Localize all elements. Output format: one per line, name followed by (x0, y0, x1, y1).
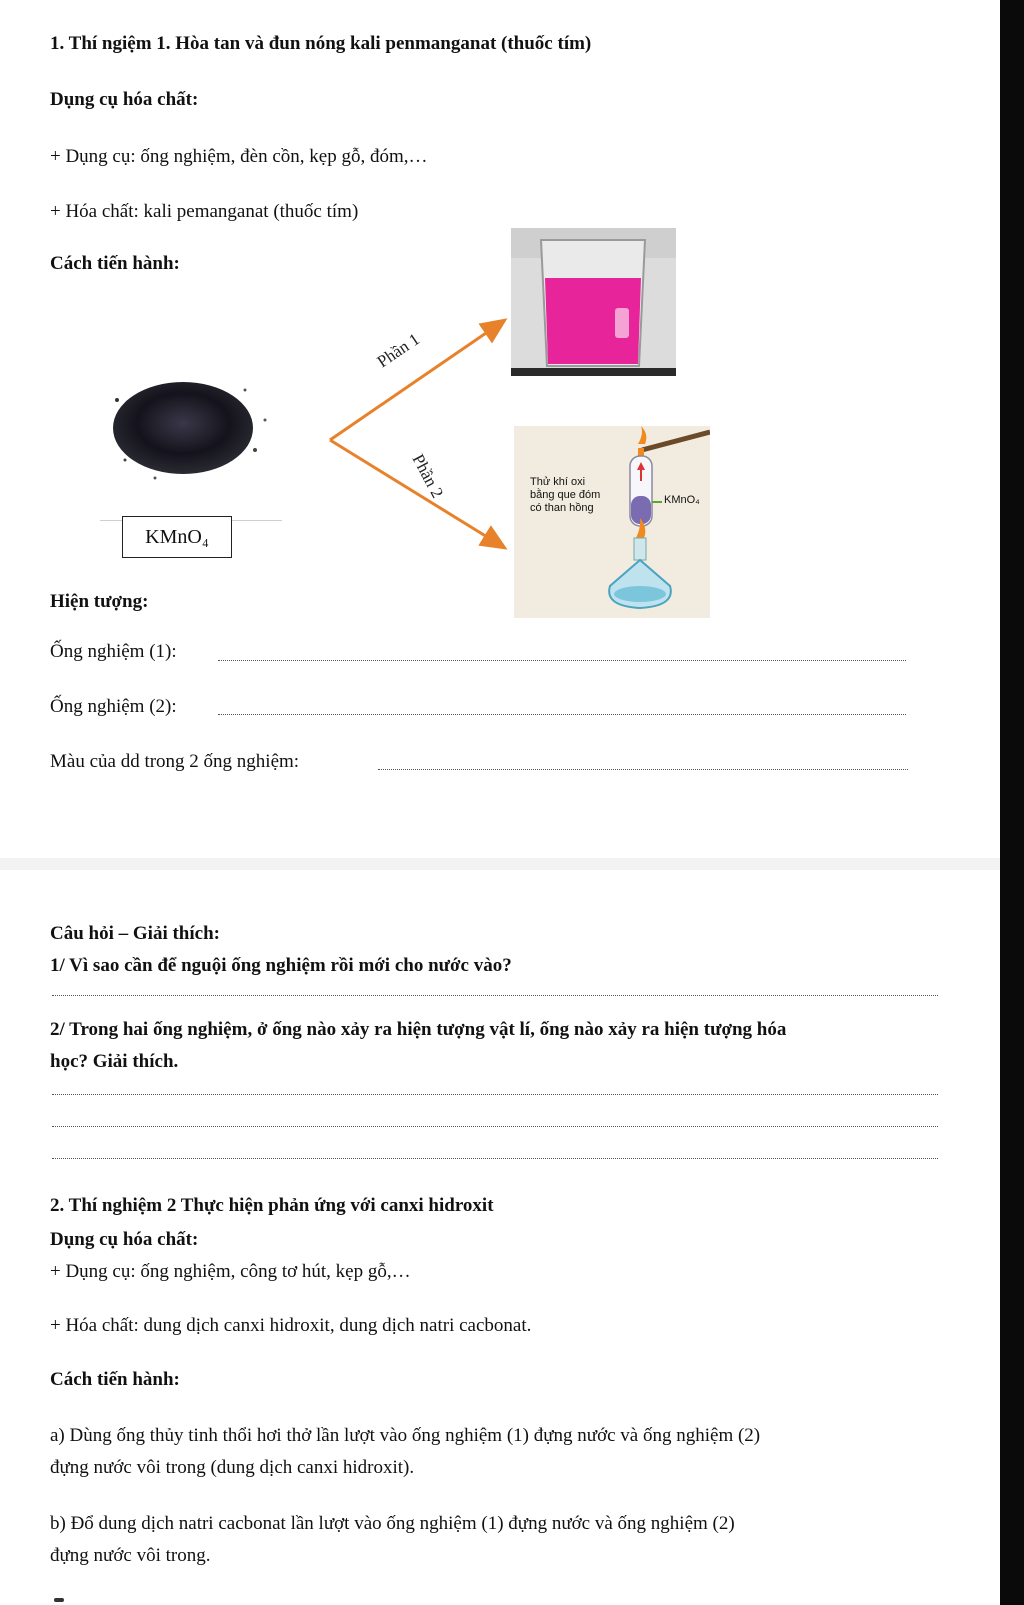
exp1-tools: + Dụng cụ: ống nghiệm, đèn cồn, kẹp gỗ, đóm,… (50, 146, 428, 167)
exp2-step-a-line1: a) Dùng ống thủy tinh thổi hơi thở lần lượt vào ống nghiệm (1) đựng nước và ống nghiệm (2) (50, 1425, 761, 1446)
exp2-step-a-line2: đựng nước vôi trong (dung dịch canxi hidroxit). (50, 1457, 415, 1478)
exp2-step-b-line2: đựng nước vôi trong. (50, 1545, 211, 1566)
heating-apparatus-icon (514, 426, 710, 618)
q1-answer-line (52, 995, 938, 996)
question-1: 1/ Vì sao cần để nguội ống nghiệm rồi mới cho nước vào? (50, 955, 512, 976)
color-label: Màu của dd trong 2 ống nghiệm: (50, 751, 300, 772)
exp1-equipment-heading: Dụng cụ hóa chất: (50, 89, 199, 110)
exp2-chemicals: + Hóa chất: dung dịch canxi hidroxit, dung dịch natri cacbonat. (50, 1315, 532, 1336)
tube2-answer-line (218, 714, 906, 715)
test-label-line3: có than hồng (530, 502, 594, 514)
page-break-band (0, 858, 1000, 870)
right-black-bar (1000, 0, 1024, 1605)
question-2-line1: 2/ Trong hai ống nghiệm, ở ống nào xảy ra hiện tượng vật lí, ống nào xảy ra hiện tượng hóa (50, 1019, 787, 1040)
exp1-title: 1. Thí ngiệm 1. Hòa tan và đun nóng kali penmanganat (thuốc tím) (50, 33, 592, 54)
kmno4-label-box: KMnO₄ (122, 516, 232, 558)
test-label-line1: Thử khí oxi (530, 476, 586, 488)
q2-answer-line-2 (52, 1126, 938, 1127)
exp2-procedure-heading: Cách tiến hành: (50, 1369, 180, 1390)
split-arrows (0, 0, 1000, 620)
exp2-title: 2. Thí nghiệm 2 Thực hiện phản ứng với canxi hidroxit (50, 1195, 494, 1216)
tube1-label: Ống nghiệm (1): (50, 641, 177, 662)
exp2-equipment-heading: Dụng cụ hóa chất: (50, 1229, 199, 1250)
page-end-mark (54, 1598, 64, 1602)
test-label-line2: bằng que đóm (530, 489, 601, 501)
exp2-tools: + Dụng cụ: ống nghiệm, công tơ hút, kẹp gỗ,… (50, 1261, 411, 1282)
heating-diagram (514, 426, 710, 618)
q2-answer-line-1 (52, 1094, 938, 1095)
exp1-chemicals: + Hóa chất: kali pemanganat (thuốc tím) (50, 201, 359, 222)
q2-answer-line-3 (52, 1158, 938, 1159)
question-2-line2: học? Giải thích. (50, 1051, 179, 1072)
color-answer-line (378, 769, 908, 770)
part1-label: Phần 1 (373, 329, 423, 372)
questions-heading: Câu hỏi – Giải thích: (50, 923, 220, 944)
exp2-step-b-line1: b) Đổ dung dịch natri cacbonat lần lượt vào ống nghiệm (1) đựng nước và ống nghiệm (2) (50, 1513, 735, 1534)
tube2-label: Ống nghiệm (2): (50, 696, 177, 717)
exp1-procedure-heading: Cách tiến hành: (50, 253, 180, 274)
beaker-photo (511, 228, 676, 376)
part2-label: Phần 2 (408, 450, 448, 502)
tube1-answer-line (218, 660, 906, 661)
tube-kmno4-label: KMnO₄ (664, 494, 700, 506)
exp1-phenomenon-heading: Hiện tượng: (50, 591, 149, 612)
